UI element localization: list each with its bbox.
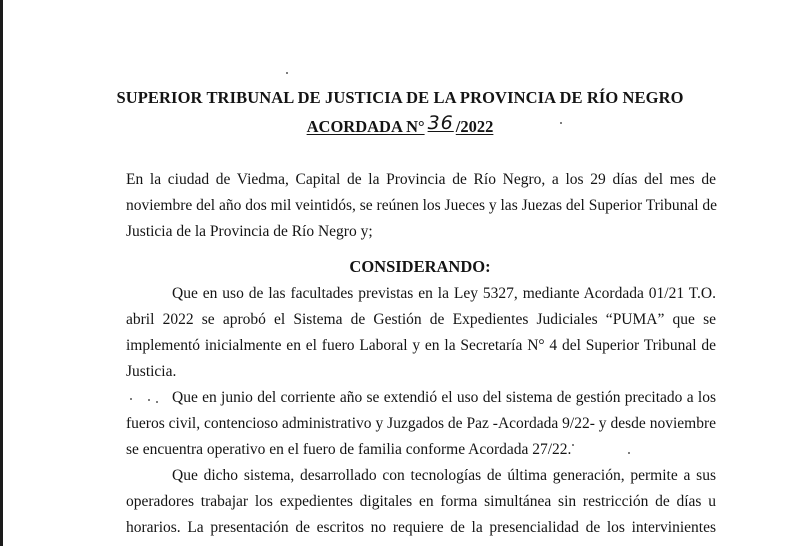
acordada-number-handwritten: 36 [427,112,454,134]
paragraph-line: abril 2022 se aprobó el Sistema de Gestión de Expedientes Judiciales “PUMA” que se [126,311,716,328]
intro-paragraph [126,167,716,245]
paragraph-line: Que en junio del corriente año se extendió el uso del sistema de gestión precitado a los [172,389,716,406]
scan-speck [628,452,630,454]
scan-speck [130,398,132,400]
considerando-paragraph-1 [126,281,716,385]
scan-speck [156,401,158,403]
scan-speck [572,444,574,446]
paragraph-line: Que dicho sistema, desarrollado con tecnologías de última generación, permite a sus [172,467,716,484]
paragraph-line: operadores trabajar los expedientes digitales en forma simultánea sin restricción de días u [126,493,716,510]
intro-line: noviembre del año dos mil veintidós, se reúnen los Jueces y las Juezas del Superior Tribunal de [126,197,718,214]
paragraph-line: Justicia. [126,363,177,380]
intro-line: Justicia de la Provincia de Río Negro y; [126,223,373,240]
paragraph-line: horarios. La presentación de escritos no requiere de la presencialidad de los intervinientes [126,519,716,536]
paragraph-line: fueros civil, contencioso administrativo y Juzgados de Paz -Acordada 9/22- y desde noviembre [126,415,716,432]
intro-line: En la ciudad de Viedma, Capital de la Provincia de Río Negro, a los 29 días del mes de [126,171,716,188]
scan-speck [560,122,562,124]
acordada-heading [0,112,800,137]
scan-speck [286,72,288,74]
scan-speck [148,399,150,401]
acordada-year: /2022 [455,117,494,136]
considerando-heading: CONSIDERANDO: [349,257,491,276]
paragraph-line: se encuentra operativo en el fuero de familia conforme Acordada 27/22. [126,441,572,458]
paragraph-line: implementó inicialmente en el fuero Laboral y en la Secretaría N° 4 del Superior Tribunal de [126,337,716,354]
court-title: SUPERIOR TRIBUNAL DE JUSTICIA DE LA PROVINCIA DE RÍO NEGRO [116,88,684,107]
acordada-prefix: ACORDADA N° [306,117,425,136]
considerando-paragraph-3 [126,463,716,541]
paragraph-line: Que en uso de las facultades previstas en la Ley 5327, mediante Acordada 01/21 T.O. [172,285,716,302]
